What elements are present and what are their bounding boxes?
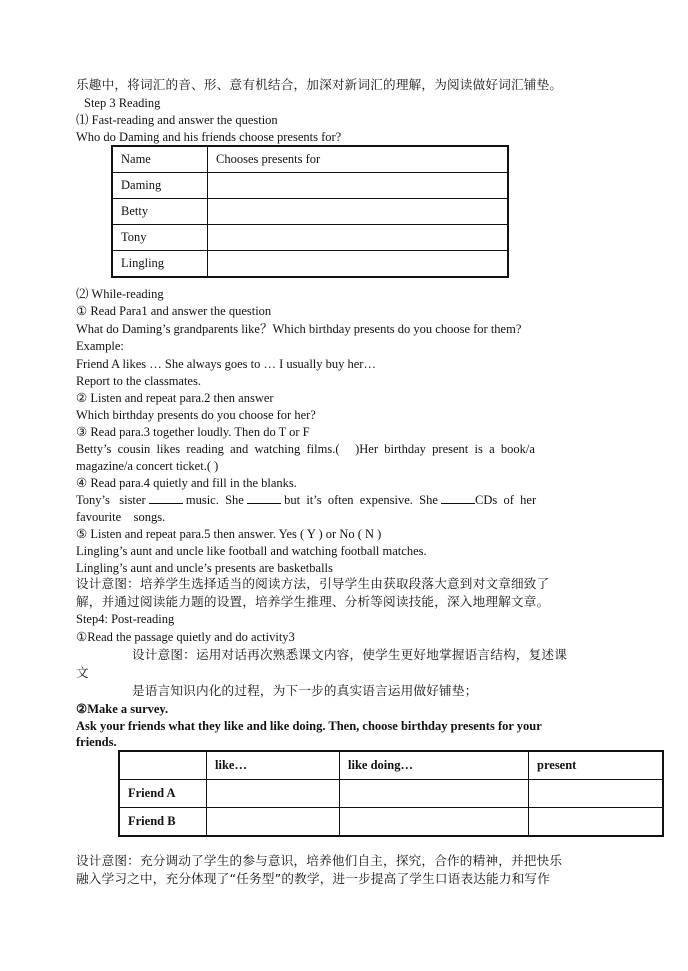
step3-heading: Step 3 Reading xyxy=(84,96,161,110)
fill-text: CDs of her xyxy=(475,493,537,507)
table-row xyxy=(112,199,508,225)
table-row xyxy=(112,225,508,251)
task-4-fill-in xyxy=(76,492,612,508)
table-row xyxy=(112,251,508,278)
blank-line xyxy=(247,492,281,504)
design-intent-3b: 融入学习之中，充分体现了“任务型”的教学，进一步提高了学生口语表达能力和写作 xyxy=(76,871,551,886)
survey-instruction-end: friends. xyxy=(76,735,117,749)
table-cell-empty xyxy=(529,808,664,837)
post-reading-task-1: ①Read the passage quietly and do activity3 xyxy=(76,630,295,644)
example-text: Friend A likes … She always goes to … I usually buy her… xyxy=(76,357,376,371)
design-intent-1a: 设计意图：培养学生选择适当的阅读方法，引导学生由获取段落大意到对文章细致了 xyxy=(76,576,550,591)
example-label: Example: xyxy=(76,339,124,353)
task-3: ③ Read para.3 together loudly. Then do T or F xyxy=(76,425,310,439)
table-cell: Friend B xyxy=(119,808,207,837)
design-intent-1b: 解，并通过阅读能力题的设置，培养学生推理、分析等阅读技能，深入地理解文章。 xyxy=(76,594,550,609)
task-5-statement-2: Lingling’s aunt and uncle’s presents are basketballs xyxy=(76,561,333,575)
table-cell: Friend A xyxy=(119,780,207,808)
table-cell: Daming xyxy=(112,173,208,199)
table-header-cell: like doing… xyxy=(340,751,529,780)
table-cell-empty xyxy=(208,199,509,225)
table-row xyxy=(112,173,508,199)
fast-reading-question: Who do Daming and his friends choose presents for? xyxy=(76,130,342,144)
table-header-cell: like… xyxy=(207,751,340,780)
table-cell-empty xyxy=(208,251,509,278)
blank-line xyxy=(149,492,183,504)
table-header-cell: Chooses presents for xyxy=(208,146,509,173)
blank-line xyxy=(441,492,475,504)
task-4-fill-in-end: favourite songs. xyxy=(76,510,166,524)
design-intent-continuation: 乐趣中，将词汇的音、形、意有机结合，加深对新词汇的理解，为阅读做好词汇铺垫。 xyxy=(76,77,563,92)
table-row xyxy=(112,146,508,173)
table-cell-empty xyxy=(529,780,664,808)
while-reading-heading: ⑵ While-reading xyxy=(76,287,164,301)
design-intent-2b: 文 xyxy=(76,665,89,680)
presents-table xyxy=(111,145,509,278)
fill-text: Tony’s sister xyxy=(76,493,146,507)
fast-reading-task: ⑴ Fast-reading and answer the question xyxy=(76,113,278,127)
table-cell: Lingling xyxy=(112,251,208,278)
survey-table xyxy=(118,750,664,837)
table-cell-empty xyxy=(208,225,509,251)
table-cell: Tony xyxy=(112,225,208,251)
task-4: ④ Read para.4 quietly and fill in the blanks. xyxy=(76,476,297,490)
table-cell-empty xyxy=(207,780,340,808)
table-row xyxy=(119,751,663,780)
task-1: ① Read Para1 and answer the question xyxy=(76,304,272,318)
survey-instruction: Ask your friends what they like and like doing. Then, choose birthday presents for your xyxy=(76,719,542,733)
table-row xyxy=(119,808,663,837)
task-1-question: What do Daming’s grandparents like？Which birthday presents do you choose for them? xyxy=(76,322,522,336)
table-header-cell xyxy=(119,751,207,780)
task-2: ② Listen and repeat para.2 then answer xyxy=(76,391,274,405)
design-intent-3a: 设计意图：充分调动了学生的参与意识，培养他们自主，探究，合作的精神，并把快乐 xyxy=(76,853,563,868)
table-cell-empty xyxy=(207,808,340,837)
table-cell: Betty xyxy=(112,199,208,225)
fill-text: music. She xyxy=(185,493,244,507)
design-intent-2c: 是语言知识内化的过程，为下一步的真实语言运用做好铺垫； xyxy=(132,683,478,698)
table-cell-empty xyxy=(340,808,529,837)
table-header-cell: Name xyxy=(112,146,208,173)
step4-heading: Step4: Post-reading xyxy=(76,612,175,626)
task-5-statement-1: Lingling’s aunt and uncle like football and watching football matches. xyxy=(76,544,427,558)
table-cell-empty xyxy=(340,780,529,808)
table-header-cell: present xyxy=(529,751,664,780)
task-3-statement-1: Betty’s cousin likes reading and watching films.( )Her birthday present is a book/a xyxy=(76,442,535,456)
task-2-question: Which birthday presents do you choose for her? xyxy=(76,408,316,422)
table-row xyxy=(119,780,663,808)
table-cell-empty xyxy=(208,173,509,199)
task-5: ⑤ Listen and repeat para.5 then answer. Yes ( Y ) or No ( N ) xyxy=(76,527,382,541)
design-intent-2a: 设计意图：运用对话再次熟悉课文内容，使学生更好地掌握语言结构，复述课 xyxy=(132,647,567,662)
survey-heading: ②Make a survey. xyxy=(76,702,169,716)
report-text: Report to the classmates. xyxy=(76,374,201,388)
fill-text: but it’s often expensive. She xyxy=(284,493,438,507)
task-3-statement-2: magazine/a concert ticket.( ) xyxy=(76,459,219,473)
